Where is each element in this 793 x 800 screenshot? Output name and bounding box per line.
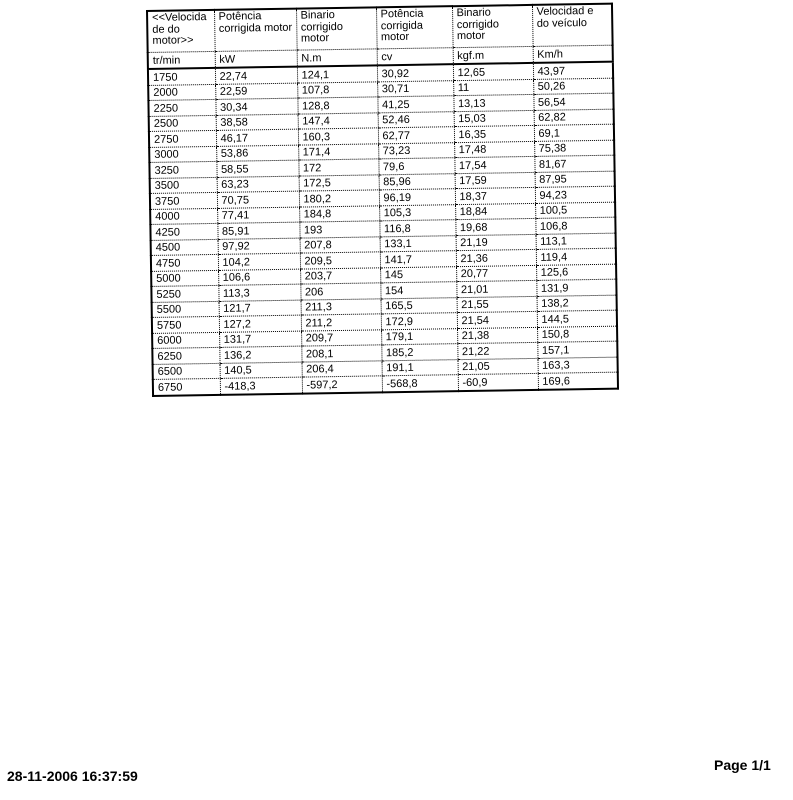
- table-cell: 85,91: [217, 222, 299, 239]
- table-cell: 203,7: [300, 267, 380, 284]
- table-cell: 58,55: [216, 160, 298, 177]
- table-cell: 209,7: [301, 329, 381, 346]
- table-cell: 41,25: [377, 96, 453, 113]
- table-cell: 184,8: [299, 205, 379, 222]
- table-cell: 106,6: [218, 269, 300, 286]
- table-cell: 2750: [149, 130, 216, 147]
- table-cell: 50,26: [533, 78, 613, 95]
- table-cell: 121,7: [219, 300, 301, 317]
- unit-cell: tr/min: [148, 51, 215, 69]
- table-cell: 2250: [148, 99, 215, 116]
- table-cell: 20,77: [456, 265, 536, 282]
- table-cell: 73,23: [378, 142, 454, 159]
- unit-cell: N.m: [297, 49, 377, 67]
- data-sheet: [146, 3, 619, 397]
- table-cell: 1750: [148, 68, 215, 85]
- table-cell: 38,58: [216, 114, 298, 131]
- unit-cell: kW: [215, 50, 297, 68]
- table-cell: 81,67: [534, 155, 614, 172]
- table-cell: 77,41: [217, 207, 299, 224]
- table-cell: 106,8: [535, 217, 615, 234]
- unit-cell: Km/h: [533, 45, 613, 63]
- table-cell: 119,4: [536, 248, 616, 265]
- table-cell: 169,6: [538, 372, 618, 389]
- table-cell: 52,46: [378, 111, 454, 128]
- table-cell: 191,1: [382, 359, 458, 376]
- table-cell: 21,22: [457, 342, 537, 359]
- table-cell: -60,9: [458, 373, 538, 390]
- unit-cell: cv: [377, 48, 453, 66]
- table-cell: 144,5: [537, 310, 617, 327]
- table-cell: 21,36: [456, 249, 536, 266]
- table-cell: 105,3: [379, 204, 455, 221]
- table-cell: 3750: [150, 192, 217, 209]
- table-cell: 6750: [153, 378, 220, 395]
- table-cell: 133,1: [380, 235, 456, 252]
- table-cell: 11: [453, 79, 533, 96]
- table-cell: 2500: [149, 115, 216, 132]
- table-cell: 6500: [153, 363, 220, 380]
- table-cell: 22,74: [215, 67, 297, 84]
- unit-cell: kgf.m: [453, 46, 533, 64]
- table-cell: 211,3: [301, 298, 381, 315]
- table-cell: 5750: [152, 316, 219, 333]
- table-cell: 21,54: [457, 311, 537, 328]
- table-cell: 104,2: [218, 253, 300, 270]
- table-cell: 138,2: [537, 295, 617, 312]
- table-cell: 4000: [150, 208, 217, 225]
- table-cell: 207,8: [300, 236, 380, 253]
- table-cell: 18,37: [455, 187, 535, 204]
- table-cell: 5250: [151, 285, 218, 302]
- table-cell: 172,9: [381, 313, 457, 330]
- table-cell: -597,2: [302, 376, 382, 393]
- table-cell: 21,38: [457, 327, 537, 344]
- table-cell: 128,8: [297, 97, 377, 114]
- table-cell: 113,3: [218, 284, 300, 301]
- header-cell: Binario corrigido motor: [452, 5, 533, 48]
- header-row: [147, 4, 613, 53]
- table-cell: 70,75: [217, 191, 299, 208]
- table-cell: 2000: [148, 84, 215, 101]
- table-cell: 87,95: [535, 171, 615, 188]
- header-cell: Potência corrigida motor: [376, 6, 453, 49]
- table-cell: 147,4: [298, 112, 378, 129]
- table-cell: 30,92: [377, 64, 453, 81]
- table-cell: 30,34: [215, 98, 297, 115]
- table-cell: 16,35: [454, 125, 534, 142]
- header-cell: Velocidad e do veículo: [532, 4, 613, 47]
- table-cell: 145: [380, 266, 456, 283]
- table-cell: 17,59: [455, 172, 535, 189]
- table-cell: 13,13: [453, 94, 533, 111]
- table-cell: 85,96: [379, 173, 455, 190]
- table-cell: 179,1: [381, 328, 457, 345]
- table-cell: 94,23: [535, 186, 615, 203]
- table-cell: 97,92: [218, 238, 300, 255]
- page-number: Page 1/1: [714, 757, 771, 773]
- engine-data-table: [146, 3, 619, 397]
- table-cell: 4250: [150, 223, 217, 240]
- table-cell: 185,2: [381, 344, 457, 361]
- table-cell: 21,19: [456, 234, 536, 251]
- table-cell: 53,86: [216, 145, 298, 162]
- table-cell: 124,1: [297, 65, 377, 82]
- table-cell: 4500: [151, 239, 218, 256]
- table-cell: 3250: [149, 161, 216, 178]
- table-cell: 157,1: [537, 341, 617, 358]
- table-cell: 113,1: [536, 233, 616, 250]
- table-cell: 30,71: [377, 80, 453, 97]
- table-cell: 18,84: [455, 203, 535, 220]
- table-cell: 211,2: [301, 314, 381, 331]
- table-cell: 96,19: [379, 189, 455, 206]
- table-cell: 62,82: [534, 109, 614, 126]
- table-cell: 21,55: [457, 296, 537, 313]
- table-cell: -418,3: [220, 377, 302, 394]
- table-cell: 141,7: [380, 251, 456, 268]
- table-cell: 172,5: [299, 174, 379, 191]
- table-cell: 63,23: [217, 176, 299, 193]
- table-cell: 180,2: [299, 190, 379, 207]
- table-cell: 17,48: [454, 141, 534, 158]
- table-cell: 56,54: [533, 93, 613, 110]
- table-cell: 116,8: [379, 220, 455, 237]
- table-cell: 17,54: [454, 156, 534, 173]
- table-cell: 62,77: [378, 127, 454, 144]
- table-cell: 150,8: [537, 326, 617, 343]
- table-cell: 131,7: [219, 331, 301, 348]
- table-cell: 46,17: [216, 129, 298, 146]
- table-cell: 163,3: [538, 357, 618, 374]
- header-cell: <<Velocida de do motor>>: [147, 10, 215, 53]
- table-cell: 5500: [152, 301, 219, 318]
- table-cell: 4750: [151, 254, 218, 271]
- table-cell: 125,6: [536, 264, 616, 281]
- table-cell: 69,1: [534, 124, 614, 141]
- table-cell: 22,59: [215, 83, 297, 100]
- header-cell: Potência corrigida motor: [214, 9, 297, 52]
- table-cell: 193: [299, 221, 379, 238]
- table-cell: 12,65: [453, 63, 533, 80]
- table-cell: 136,2: [219, 346, 301, 363]
- table-cell: 6000: [152, 332, 219, 349]
- table-cell: 21,01: [456, 280, 536, 297]
- table-cell: 171,4: [298, 143, 378, 160]
- table-cell: 206: [300, 283, 380, 300]
- table-cell: 21,05: [458, 358, 538, 375]
- table-cell: 6250: [152, 347, 219, 364]
- table-cell: 206,4: [302, 360, 382, 377]
- table-cell: 19,68: [455, 218, 535, 235]
- table-cell: 208,1: [301, 345, 381, 362]
- table-cell: 131,9: [536, 279, 616, 296]
- table-cell: 43,97: [533, 62, 613, 79]
- table-cell: 5000: [151, 270, 218, 287]
- table-cell: 127,2: [219, 315, 301, 332]
- table-cell: 107,8: [297, 81, 377, 98]
- table-cell: 3500: [150, 177, 217, 194]
- table-cell: 15,03: [454, 110, 534, 127]
- table-cell: 75,38: [534, 140, 614, 157]
- table-cell: 209,5: [300, 252, 380, 269]
- table-cell: 172: [298, 159, 378, 176]
- table-cell: 100,5: [535, 202, 615, 219]
- table-cell: 3000: [149, 146, 216, 163]
- table-cell: 140,5: [220, 362, 302, 379]
- table-cell: 79,6: [378, 158, 454, 175]
- table-cell: 165,5: [381, 297, 457, 314]
- print-timestamp: 28-11-2006 16:37:59: [7, 768, 138, 784]
- table-cell: 160,3: [298, 128, 378, 145]
- table-cell: -568,8: [382, 375, 458, 392]
- header-cell: Binario corrigido motor: [296, 7, 377, 50]
- table-cell: 154: [380, 282, 456, 299]
